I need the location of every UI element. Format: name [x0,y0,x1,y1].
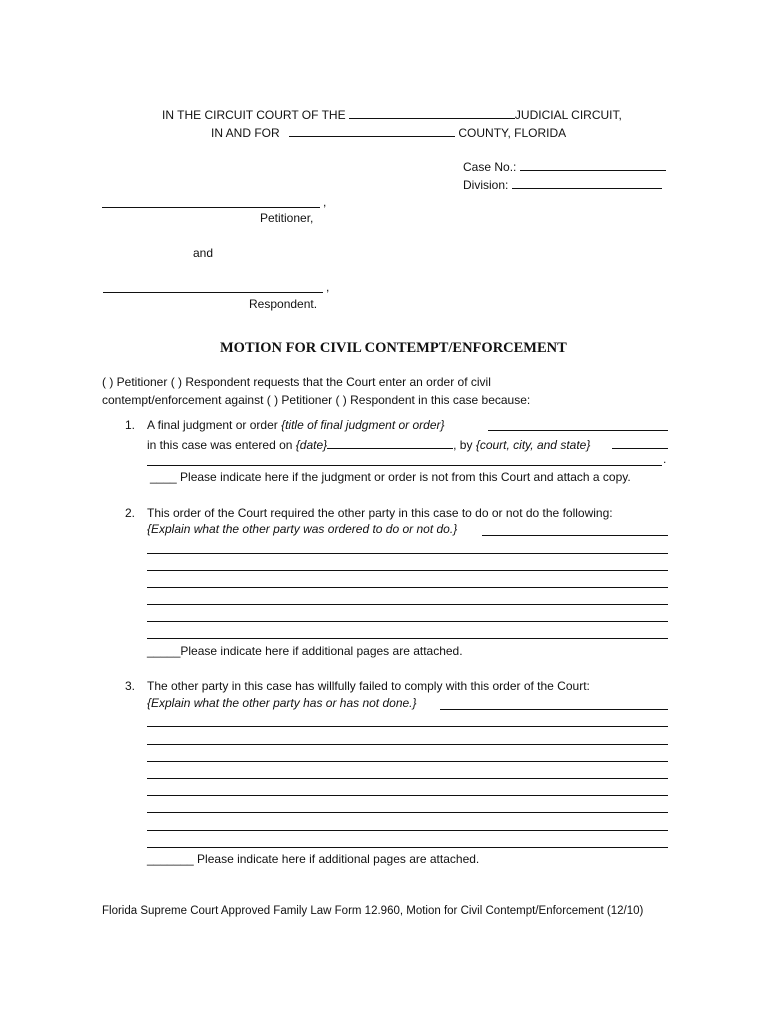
caption-line2-suffix: COUNTY, FLORIDA [458,126,567,140]
item-2-attach-text: Please indicate here if additional pages are attached. [180,644,463,658]
item-2-answer-line-2[interactable] [147,570,668,571]
item-1-checkbox-blank[interactable]: ____ [150,470,177,484]
case-number-row [463,158,666,175]
item-1-line2-text: in this case was entered on [147,438,296,452]
item-1-period: . [663,452,667,466]
county-blank[interactable] [289,124,455,137]
item-2-answer-line-1[interactable] [147,553,668,554]
item-1-attach-text: Please indicate here if the judgment or order is not from this Court and attach a copy. [176,470,631,484]
item-3-answer-line-7[interactable] [147,830,668,831]
item-1-court-continued-blank[interactable] [147,465,662,466]
case-no-label: Case No.: [463,160,517,174]
item-3-answer-line-0[interactable] [440,709,668,710]
item-3-answer-line-3[interactable] [147,761,668,762]
item-2-answer-line-4[interactable] [147,604,668,605]
item-2-number: 2. [125,506,136,520]
item-2-explain-hint: {Explain what the other party was ordered to do or not do.} [147,522,458,536]
respondent-name-blank[interactable] [103,292,323,293]
item-1-court-blank[interactable] [612,448,668,449]
caption-line2-prefix: IN AND FOR [211,126,280,140]
item-1-line2-mid: , by [453,438,476,452]
item-3-answer-line-5[interactable] [147,795,668,796]
item-3-answer-line-2[interactable] [147,744,668,745]
item-1-attach-note [150,470,631,485]
item-2-answer-line-3[interactable] [147,587,668,588]
item-1-court-hint: {court, city, and state} [475,438,591,452]
petitioner-label: Petitioner, [260,211,314,225]
and-label: and [193,246,214,260]
item-3-answer-line-6[interactable] [147,812,668,813]
item-3-explain-hint: {Explain what the other party has or has not done.} [147,696,417,710]
item-2-answer-line-5[interactable] [147,621,668,622]
case-number-blank[interactable] [520,158,666,171]
item-3-answer-line-1[interactable] [147,726,668,727]
item-3-attach-note [147,852,479,867]
item-3-attach-text: Please indicate here if additional pages are attached. [193,852,480,866]
item-2-attach-note [147,644,463,659]
item-1-date-hint: {date} [295,438,328,452]
intro-line2: contempt/enforcement against ( ) Petitioner ( ) Respondent in this case because: [102,393,531,407]
item-1-line1-text: A final judgment or order [147,418,282,432]
item-2-answer-line-0[interactable] [482,535,668,536]
division-row [463,176,662,193]
item-3-answer-line-8[interactable] [147,847,668,848]
court-caption-line2 [211,124,566,141]
item-1-title-hint: {title of final judgment or order} [281,418,445,432]
petitioner-comma: , [323,195,327,209]
item-2-line1: This order of the Court required the other party in this case to do or not do the following: [147,506,613,520]
division-blank[interactable] [512,176,662,189]
caption-line1-prefix: IN THE CIRCUIT COURT OF THE [162,108,346,122]
item-1-line2 [147,436,590,453]
item-3-line1: The other party in this case has willfully failed to comply with this order of the Court: [147,679,590,693]
item-1-date-blank[interactable] [327,436,453,449]
item-1-number: 1. [125,418,136,432]
form-footer: Florida Supreme Court Approved Family Law Form 12.960, Motion for Civil Contempt/Enforcement (12/10) [102,905,644,917]
respondent-label: Respondent. [249,297,318,311]
petitioner-name-blank[interactable] [102,207,320,208]
item-2-checkbox-blank[interactable]: _____ [147,644,181,658]
intro-line1: ( ) Petitioner ( ) Respondent requests that the Court enter an order of civil [102,375,491,389]
item-2-answer-line-6[interactable] [147,638,668,639]
form-title: MOTION FOR CIVIL CONTEMPT/ENFORCEMENT [220,340,567,356]
caption-line1-suffix: JUDICIAL CIRCUIT, [514,108,622,122]
item-3-number: 3. [125,679,136,693]
court-caption-line1 [162,106,622,123]
item-3-answer-line-4[interactable] [147,778,668,779]
respondent-comma: , [326,280,330,294]
judicial-circuit-blank[interactable] [349,106,515,119]
item-1-title-blank[interactable] [488,430,668,431]
item-3-checkbox-blank[interactable]: _______ [147,852,194,866]
item-1-line1 [147,418,445,433]
division-label: Division: [463,178,509,192]
